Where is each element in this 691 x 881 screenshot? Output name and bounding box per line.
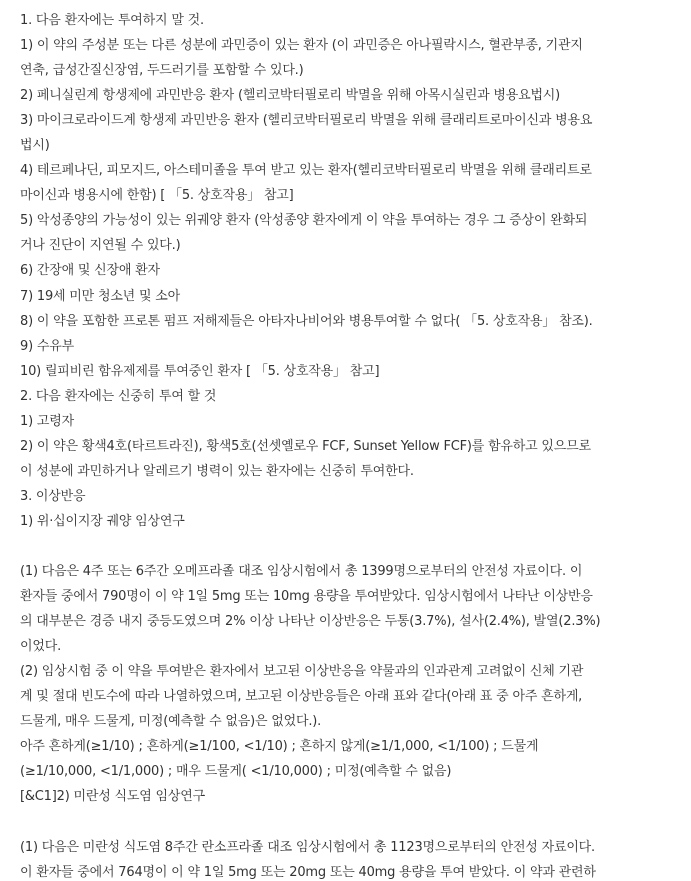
text-line: 10) 릴피비린 함유제제를 투여중인 환자 [ 「5. 상호작용」 참고] [20,363,380,379]
text-line: 1) 이 약의 주성분 또는 다른 성분에 과민증이 있는 환자 (이 과민증은 아나필락시스, 혈관부종, 기관지 [20,38,583,54]
text-line: (2) 임상시험 중 이 약을 투여받은 환자에서 보고된 이상반응을 약물과의 인과관계 고려없이 신체 기관 [20,664,584,680]
text-line: 1) 고령자 [20,413,74,429]
text-line: 이 환자들 중에서 764명이 이 약 1일 5mg 또는 20mg 또는 40mg 용량을 투여 받았다. 이 약과 관련하 [20,864,596,880]
text-line: 2) 페니실린계 항생제에 과민반응 환자 (헬리코박터필로리 박멸을 위해 아목시실린과 병용요법시) [20,88,561,104]
text-line: 2. 다음 환자에는 신중히 투여 할 것 [20,388,217,404]
text-line: 연축, 급성간질신장염, 두드러기를 포함할 수 있다.) [20,63,304,79]
text-line: 이 성분에 과민하거나 알레르기 병력이 있는 환자에는 신중히 투여한다. [20,463,414,479]
text-line: 2) 이 약은 황색4호(타르트라진), 황색5호(선셋옐로우 FCF, Sunset Yellow FCF)를 함유하고 있으므로 [20,438,591,454]
text-line: 이었다. [20,639,62,655]
blank-line [20,534,691,559]
text-line: [&C1]2) 미란성 식도염 임상연구 [20,789,205,805]
text-line: 6) 간장애 및 신장애 환자 [20,263,160,279]
text-line: 7) 19세 미만 청소년 및 소아 [20,288,180,304]
text-line: 4) 테르페나딘, 피모지드, 아스테미졸을 투여 받고 있는 환자(헬리코박터필로리 박멸을 위해 클래리트로 [20,163,592,179]
text-line: 마이신과 병용시에 한함) [ 「5. 상호작용」 참고] [20,188,294,204]
text-line: 1. 다음 환자에는 투여하지 말 것. [20,13,204,28]
text-line: 아주 흔하게(≥1/10) ; 흔하게(≥1/100, <1/10) ; 흔하지 않게(≥1/1,000, <1/100) ; 드물게 [20,739,539,755]
text-line: 의 대부분은 경증 내지 중등도였으며 2% 이상 나타난 이상반응은 두통(3.7%), 설사(2.4%), 발열(2.3%) [20,614,601,630]
text-line: 법시) [20,138,50,154]
text-line: (1) 다음은 4주 또는 6주간 오메프라졸 대조 임상시험에서 총 1399명으로부터의 안전성 자료이다. 이 [20,564,583,580]
text-line: 계 및 절대 빈도수에 따라 나열하였으며, 보고된 이상반응들은 아래 표와 같다(아래 표 중 아주 흔하게, [20,689,583,705]
blank-line [20,810,691,835]
text-line: (1) 다음은 미란성 식도염 8주간 란소프라졸 대조 임상시험에서 총 1123명으로부터의 안전성 자료이다. [20,839,595,855]
text-line: 드물게, 매우 드물게, 미정(예측할 수 없음)은 없었다.). [20,714,322,730]
text-line: (≥1/10,000, <1/1,000) ; 매우 드물게( <1/10,000) ; 미정(예측할 수 없음) [20,764,452,780]
text-line: 1) 위·십이지장 궤양 임상연구 [20,513,185,529]
text-line: 3) 마이크로라이드계 항생제 과민반응 환자 (헬리코박터필로리 박멸을 위해 클래리트로마이신과 병용요 [20,113,593,129]
text-line: 8) 이 약을 포함한 프로톤 펌프 저해제들은 아타자나비어와 병용투여할 수 없다( 「5. 상호작용」 참조). [20,313,593,329]
text-line: 9) 수유부 [20,338,74,354]
text-line: 5) 악성종양의 가능성이 있는 위궤양 환자 (악성종양 환자에게 이 약을 투여하는 경우 그 증상이 완화되 [20,213,588,229]
text-line: 3. 이상반응 [20,488,86,504]
text-line: 환자들 중에서 790명이 이 약 1일 5mg 또는 10mg 용량을 투여받았다. 임상시험에서 나타난 이상반응 [20,589,593,605]
text-line: 거나 진단이 지연될 수 있다.) [20,238,181,254]
